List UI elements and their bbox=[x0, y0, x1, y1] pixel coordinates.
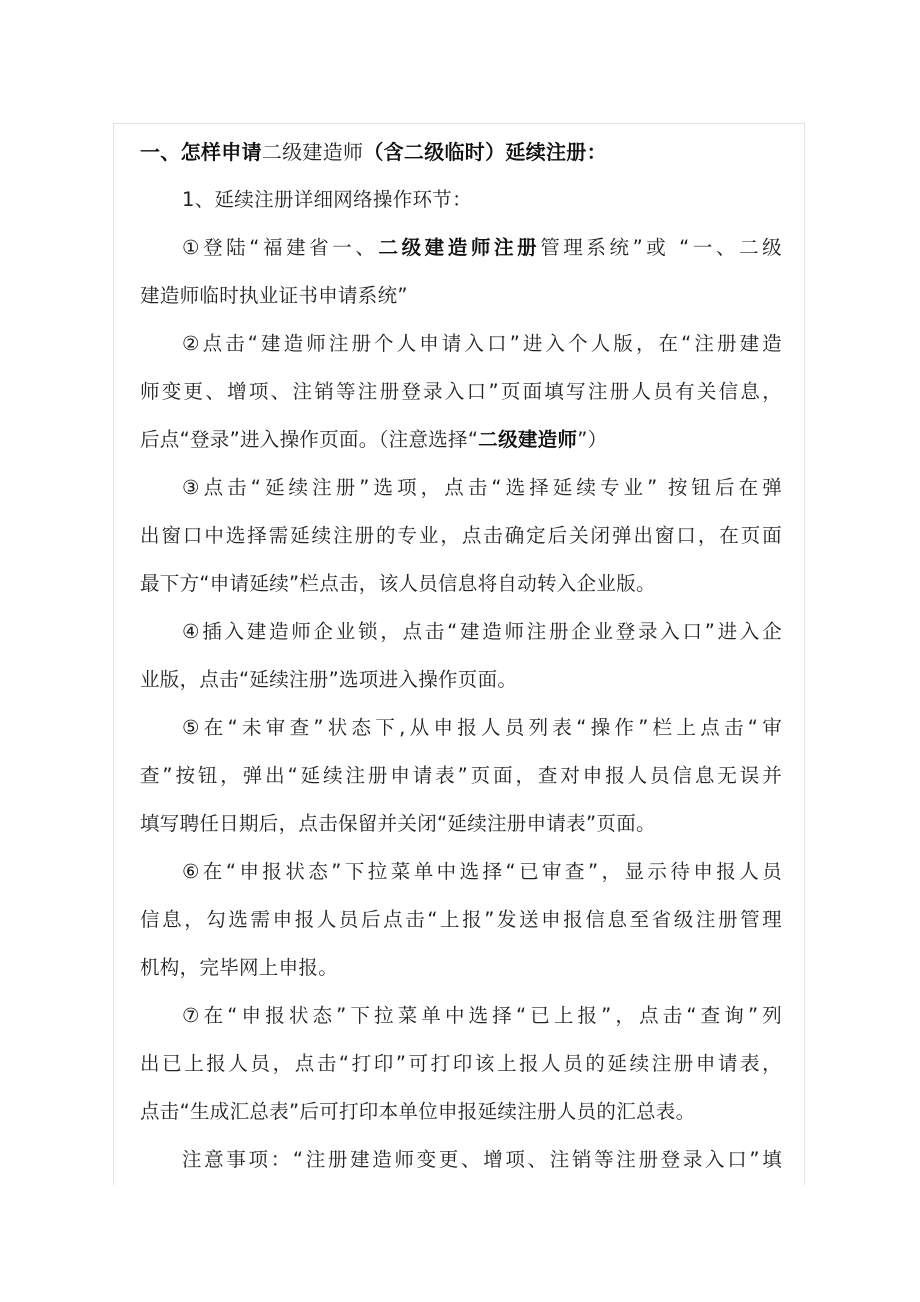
text: 建造师临时执业证书申请系统” bbox=[140, 284, 408, 307]
paragraph-line bbox=[140, 948, 782, 996]
bold-text: （含二级临时）延续注册： bbox=[363, 140, 607, 164]
text: 查”按钮，弹出“延续注册申请表”页面，查对申报人员信息无误并 bbox=[140, 764, 782, 787]
paragraph-line bbox=[140, 516, 782, 564]
paragraph-line bbox=[140, 1140, 782, 1188]
paragraph-line bbox=[140, 564, 782, 612]
text: 最下方“申请延续”栏点击，该人员信息将自动转入企业版。 bbox=[140, 572, 656, 595]
paragraph-line bbox=[140, 1092, 782, 1140]
paragraph-line bbox=[140, 468, 782, 516]
bold-text: 一、怎样申请 bbox=[140, 140, 262, 164]
paragraph-line bbox=[140, 708, 782, 756]
text: 1、延续注册详细网络操作环节： bbox=[182, 188, 472, 211]
text: ”） bbox=[577, 428, 608, 451]
paragraph-line bbox=[140, 372, 782, 420]
paragraph-line bbox=[140, 180, 782, 228]
text: ⑥在“申报状态”下拉菜单中选择“已审查”，显示待申报人员 bbox=[182, 860, 782, 883]
text: 师变更、增项、注销等注册登录入口”页面填写注册人员有关信息， bbox=[140, 380, 782, 403]
text: ③点击“延续注册”选项，点击“选择延续专业” 按钮后在弹 bbox=[182, 476, 782, 499]
bold-text: 二级建造师 bbox=[478, 428, 578, 451]
text: 信息，勾选需申报人员后点击“上报”发送申报信息至省级注册管理 bbox=[140, 908, 782, 931]
bold-text: 二级建造师注册 bbox=[378, 236, 541, 259]
text: 机构，完毕网上申报。 bbox=[140, 956, 339, 979]
text: 填写聘任日期后，点击保留并关闭“延续注册申请表”页面。 bbox=[140, 812, 656, 835]
paragraph-line bbox=[140, 996, 782, 1044]
text: 业版，点击“延续注册”选项进入操作页面。 bbox=[140, 668, 518, 691]
text: ⑦在“申报状态”下拉菜单中选择“已上报”，点击“查询”列 bbox=[182, 1004, 782, 1027]
text: 管理系统”或 “一、二级 bbox=[540, 236, 782, 259]
document-body bbox=[140, 132, 782, 1188]
section-heading bbox=[140, 132, 782, 180]
text: ④插入建造师企业锁，点击“建造师注册企业登录入口”进入企 bbox=[182, 620, 782, 643]
paragraph-line bbox=[140, 900, 782, 948]
text: ⑤在“未审查”状态下,从申报人员列表“操作”栏上点击“审 bbox=[182, 716, 782, 739]
text: 注意事项：“注册建造师变更、增项、注销等注册登录入口”填 bbox=[182, 1148, 782, 1171]
paragraph-line bbox=[140, 420, 782, 468]
paragraph-line bbox=[140, 612, 782, 660]
paragraph-line bbox=[140, 804, 782, 852]
text: ②点击“建造师注册个人申请入口”进入个人版，在“注册建造 bbox=[182, 332, 782, 355]
text: 二级建造师 bbox=[261, 140, 364, 164]
text: 后点“登录”进入操作页面。（注意选择“ bbox=[140, 428, 479, 451]
text: 出窗口中选择需延续注册的专业，点击确定后关闭弹出窗口，在页面 bbox=[140, 524, 782, 547]
paragraph-line bbox=[140, 324, 782, 372]
text: ①登陆“福建省一、 bbox=[182, 236, 379, 259]
paragraph-line bbox=[140, 660, 782, 708]
text: 点击“生成汇总表”后可打印本单位申报延续注册人员的汇总表。 bbox=[140, 1100, 696, 1123]
text: 出已上报人员，点击“打印”可打印该上报人员的延续注册申请表， bbox=[140, 1052, 782, 1075]
paragraph-line bbox=[140, 228, 782, 276]
paragraph-line bbox=[140, 852, 782, 900]
paragraph-line bbox=[140, 276, 782, 324]
paragraph-line bbox=[140, 1044, 782, 1092]
paragraph-line bbox=[140, 756, 782, 804]
